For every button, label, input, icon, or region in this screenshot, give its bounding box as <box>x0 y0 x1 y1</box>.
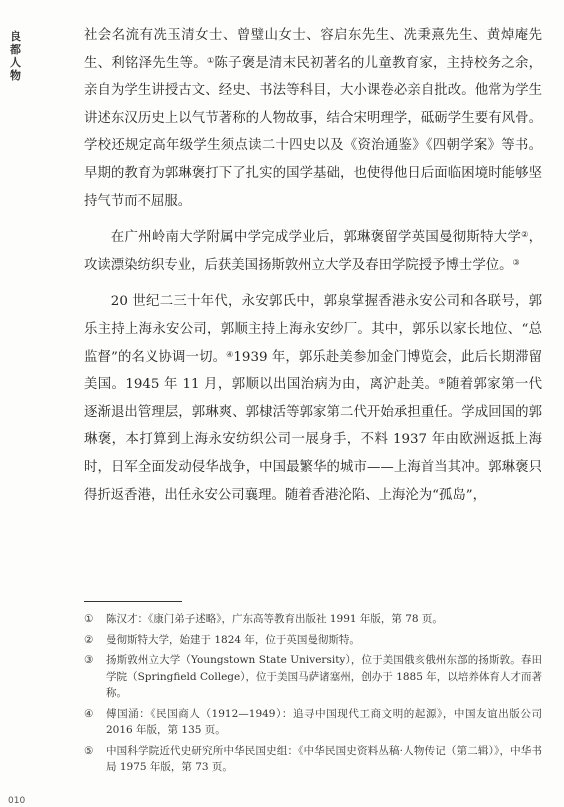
footnote-ref-1[interactable]: ① <box>206 55 215 65</box>
running-header-label: 良都人物 <box>10 30 21 82</box>
footnote-item <box>84 652 542 702</box>
footnotes <box>84 611 542 780</box>
footnote-divider <box>84 601 182 602</box>
footnote-item <box>84 743 542 776</box>
footnote-item <box>84 611 542 628</box>
footnote-number: ⑤ <box>84 744 94 757</box>
footnote-ref-3[interactable]: ③ <box>512 257 520 267</box>
paragraph: 20 世纪二三十年代，永安郭氏中，郭泉掌握香港永安公司和各联号，郭乐主持上海永安公司，郭顺主持上海永安纱厂。其中，郭乐以家长地位、“总监督”的名义协调一切。④1939 年，郭乐赴美参加金门博览会，此后长期滞留美国。1945 年 11 月，郭顺以出国治病为由，离沪赴美。⑤随着郭家第一代逐渐退出管理层，郭琳爽、郭棣活等郭家第二代开始承担重任。学成回国的郭琳褒，本打算到上海永安纺织公司一展身手，不料 1937 年由欧洲返抵上海时，日军全面发动侵华战争，中国最繁华的城市——上海首当其冲。郭琳褒只得折返香港，出任永安公司襄理。随着香港沦陷、上海沦为“孤岛”， <box>84 294 543 503</box>
body-text <box>84 22 542 518</box>
page-number: 010 <box>8 796 26 806</box>
footnote-number: ② <box>84 633 94 646</box>
footnote-text: 扬斯敦州立大学（Youngstown State University），位于美国俄亥俄州东部的扬斯敦。春田学院（Springfield College），位于美国马萨诸塞州，创办于 1885 年，以培养体育人才而著称。 <box>106 654 542 699</box>
footnote-text: 傅国涌：《民国商人（1912—1949）：追寻中国现代工商文明的起源》，中国友谊出版公司 2016 年版，第 135 页。 <box>106 707 542 736</box>
footnote-item <box>84 706 542 739</box>
footnote-number: ① <box>84 613 94 625</box>
footnote-text: 中国科学院近代史研究所中华民国史组：《中华民国史资料丛稿·人物传记（第二辑）》，中华书局 1975 年版，第 73 页。 <box>106 744 542 773</box>
paragraph: 社会名流有冼玉清女士、曾璧山女士、容启东先生、冼秉熹先生、黄焯庵先生、利铭泽先生等。①陈子褒是清末民初著名的儿童教育家，主持校务之余，亲自为学生讲授古文、经史、书法等科目，大小课卷必亲自批改。他常为学生讲述东汉历史上以气节著称的人物故事，结合宋明理学，砥砺学生要有风骨。学校还规定高年级学生须点读二十四史以及《资治通鉴》《四朝学案》等书。早期的教育为郭琳褒打下了扎实的国学基础，也使得他日后面临困境时能够坚持气节而不屈服。 <box>84 28 543 209</box>
footnote-number: ③ <box>84 654 94 666</box>
footnote-text: 曼彻斯特大学，始建于 1824 年，位于英国曼彻斯特。 <box>106 633 360 646</box>
footnote-ref-2[interactable]: ② <box>521 230 529 240</box>
paragraph: 在广州岭南大学附属中学完成学业后，郭琳褒留学英国曼彻斯特大学②，攻读漂染纺织专业，后获美国扬斯敦州立大学及春田学院授予博士学位。③ <box>84 230 543 273</box>
footnote-ref-5[interactable]: ⑤ <box>438 377 446 387</box>
footnote-ref-4[interactable]: ④ <box>226 349 234 359</box>
footnote-number: ④ <box>84 707 94 720</box>
footnote-item <box>84 632 542 649</box>
footnote-text: 陈汉才：《康门弟子述略》，广东高等教育出版社 1991 年版，第 78 页。 <box>106 613 443 625</box>
